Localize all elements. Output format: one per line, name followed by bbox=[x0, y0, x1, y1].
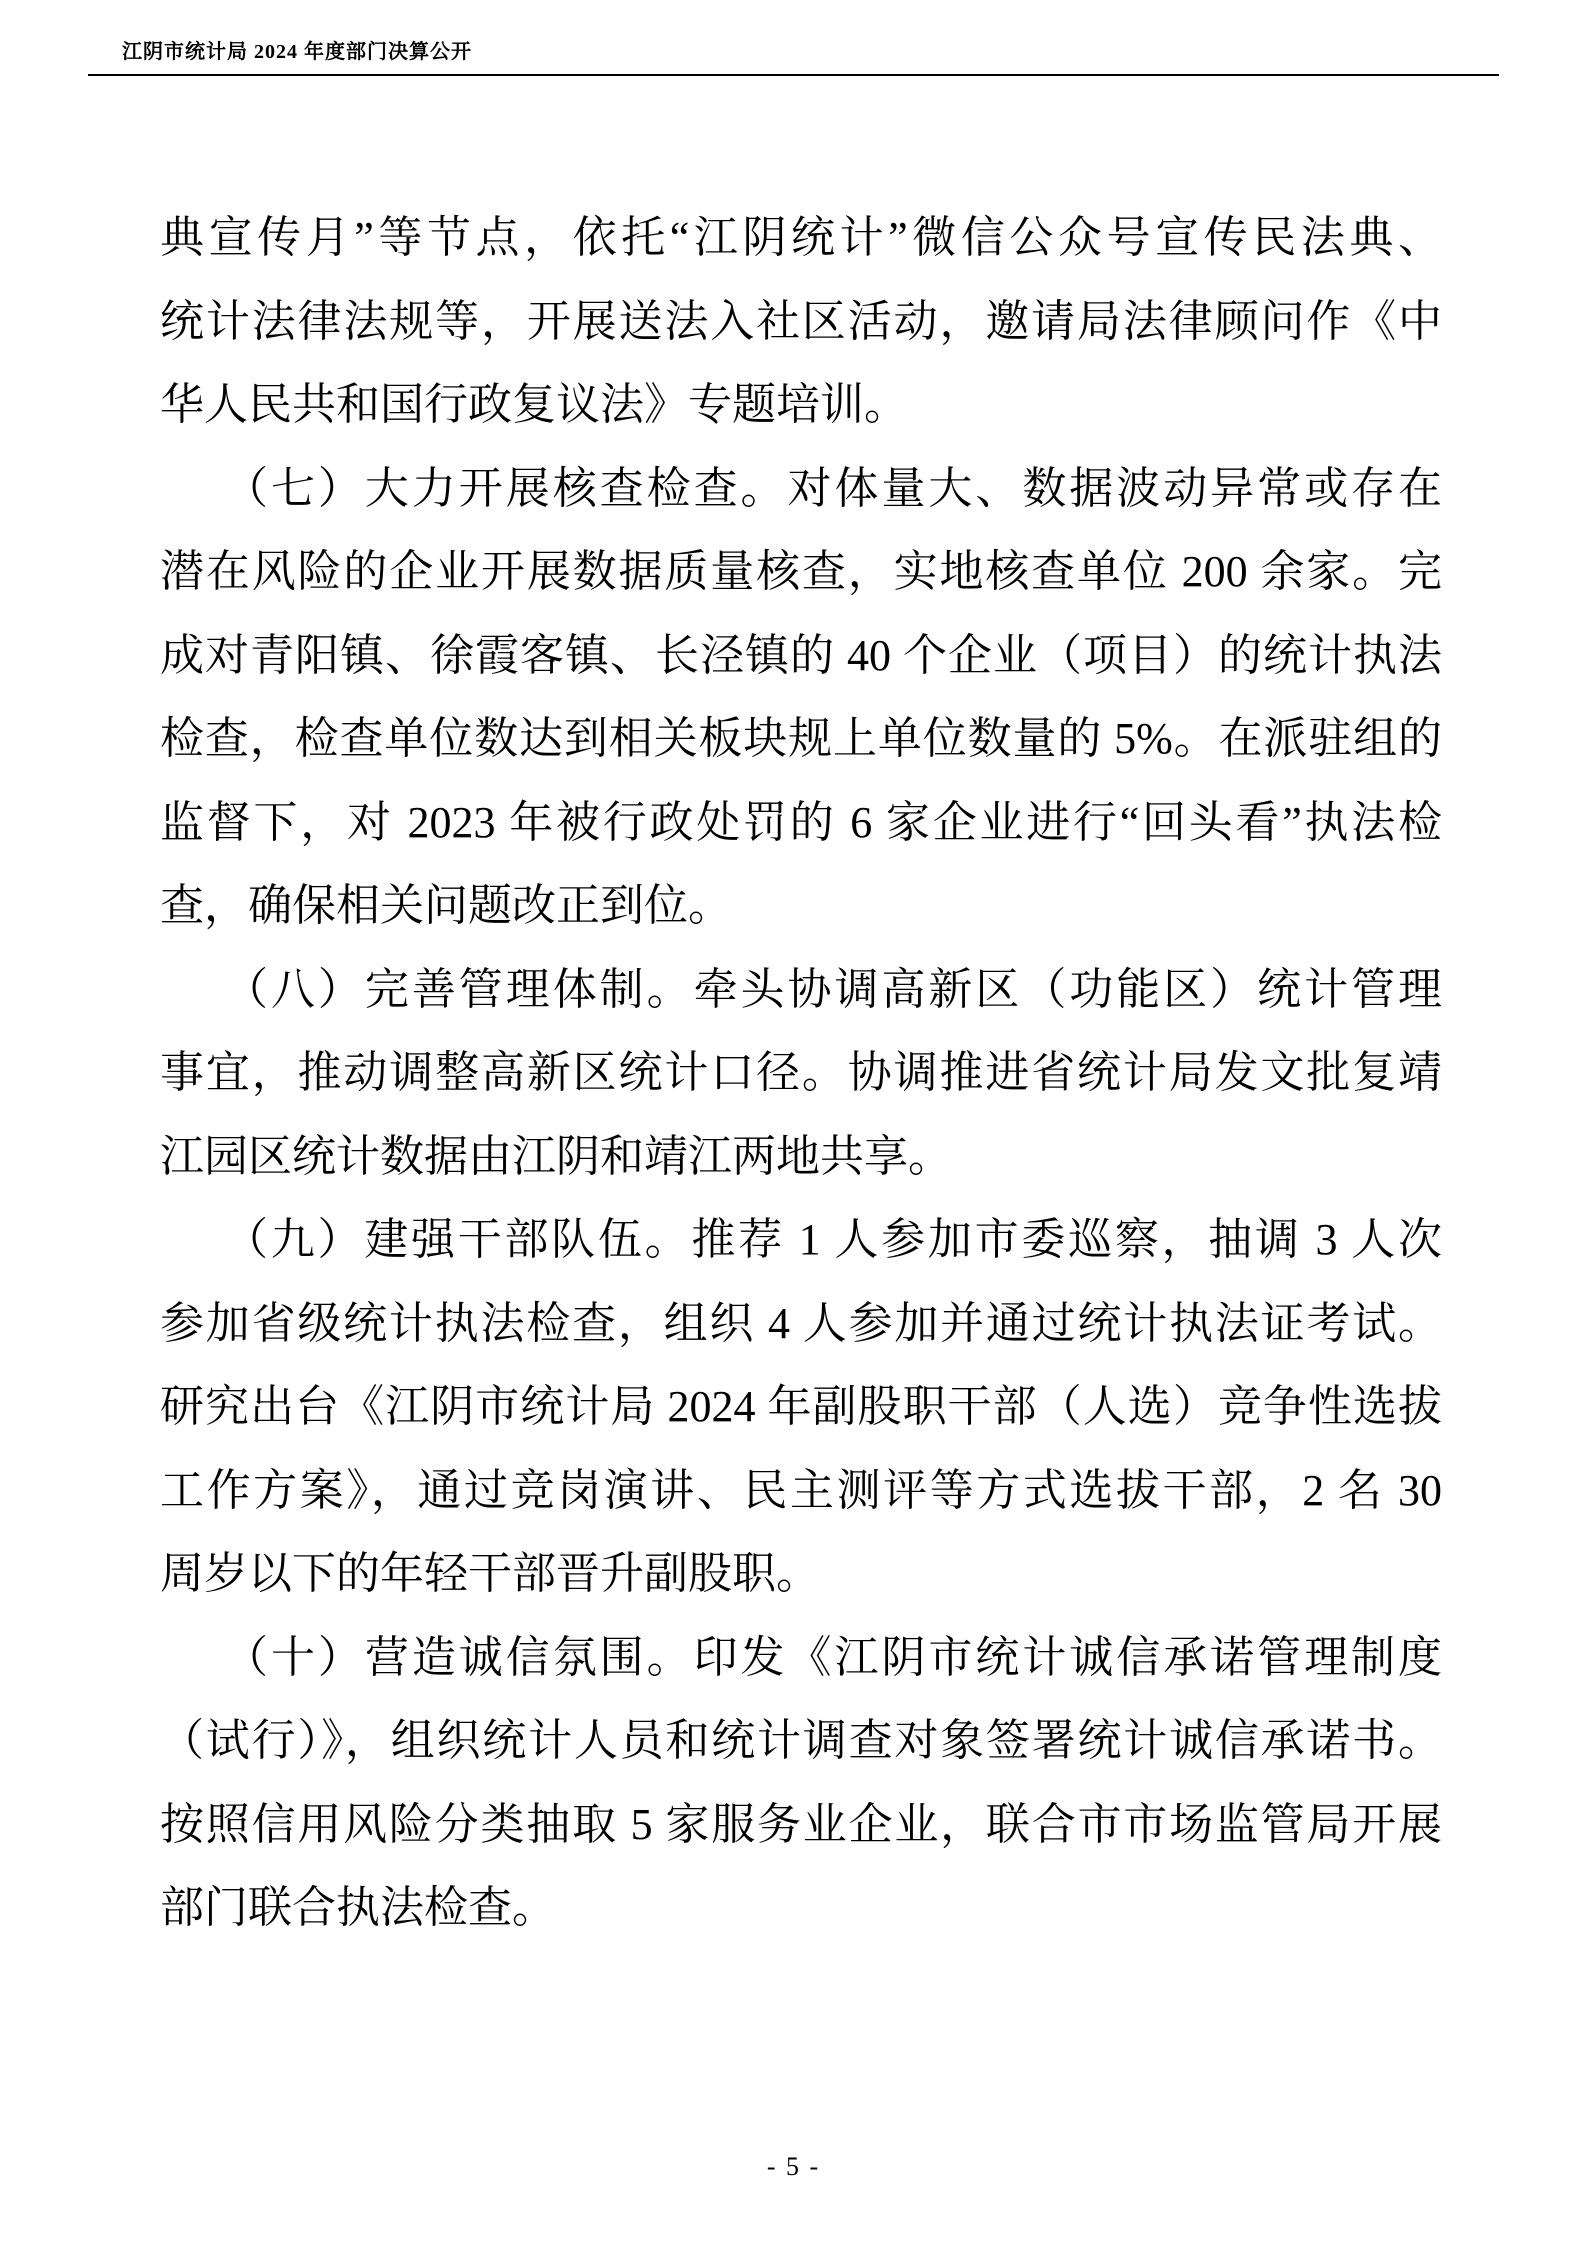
text-line: 统计法律法规等，开展送法入社区活动，邀请局法律顾问作《中 bbox=[160, 296, 1442, 346]
text-line: 华人民共和国行政复议法》专题培训。 bbox=[160, 380, 908, 429]
text-line: 江园区统计数据由江阴和靖江两地共享。 bbox=[160, 1131, 952, 1181]
paragraph bbox=[160, 196, 1442, 447]
text-line: 监督下，对 2023 年被行政处罚的 6 家企业进行“回头看”执法检 bbox=[160, 797, 1442, 847]
text-line: 参加省级统计执法检查，组织 4 人参加并通过统计执法证考试。 bbox=[160, 1298, 1442, 1348]
text-line: （七）大力开展核查检查。对体量大、数据波动异常或存在 bbox=[224, 463, 1442, 513]
paragraph bbox=[160, 1198, 1442, 1616]
text-line: 查，确保相关问题改正到位。 bbox=[160, 881, 732, 930]
document-body bbox=[160, 196, 1442, 1950]
paragraph bbox=[160, 948, 1442, 1199]
text-line: （十）营造诚信氛围。印发《江阴市统计诚信承诺管理制度 bbox=[224, 1632, 1442, 1682]
text-line: （九）建强干部队伍。推荐 1 人参加市委巡察，抽调 3 人次 bbox=[224, 1215, 1442, 1264]
text-line: 潜在风险的企业开展数据质量核查，实地核查单位 200 余家。完 bbox=[160, 547, 1442, 596]
text-line: 检查，检查单位数达到相关板块规上单位数量的 5%。在派驻组的 bbox=[160, 714, 1442, 763]
page-number: - 5 - bbox=[766, 2152, 821, 2181]
text-line: 周岁以下的年轻干部晋升副股职。 bbox=[160, 1549, 820, 1598]
text-line: 部门联合执法检查。 bbox=[160, 1883, 556, 1932]
header-title: 江阴市统计局 2024 年度部门决算公开 bbox=[122, 41, 472, 63]
text-line: 工作方案》，通过竞岗演讲、民主测评等方式选拔干部，2 名 30 bbox=[160, 1465, 1442, 1515]
text-line: 研究出台《江阴市统计局 2024 年副股职干部（人选）竞争性选拔 bbox=[160, 1382, 1442, 1431]
page-footer bbox=[0, 2152, 1587, 2182]
paragraph bbox=[160, 447, 1442, 948]
paragraph bbox=[160, 1616, 1442, 1950]
text-line: 按照信用风险分类抽取 5 家服务业企业，联合市市场监管局开展 bbox=[160, 1799, 1442, 1849]
text-line: （试行）》，组织统计人员和统计调查对象签署统计诚信承诺书。 bbox=[160, 1716, 1442, 1765]
page-header bbox=[88, 0, 1499, 76]
text-line: 成对青阳镇、徐霞客镇、长泾镇的 40 个企业（项目）的统计执法 bbox=[160, 630, 1442, 680]
text-line: 典宣传月”等节点，依托“江阴统计”微信公众号宣传民法典、 bbox=[160, 213, 1442, 262]
text-line: （八）完善管理体制。牵头协调高新区（功能区）统计管理 bbox=[224, 964, 1442, 1014]
text-line: 事宜，推动调整高新区统计口径。协调推进省统计局发文批复靖 bbox=[160, 1048, 1442, 1097]
